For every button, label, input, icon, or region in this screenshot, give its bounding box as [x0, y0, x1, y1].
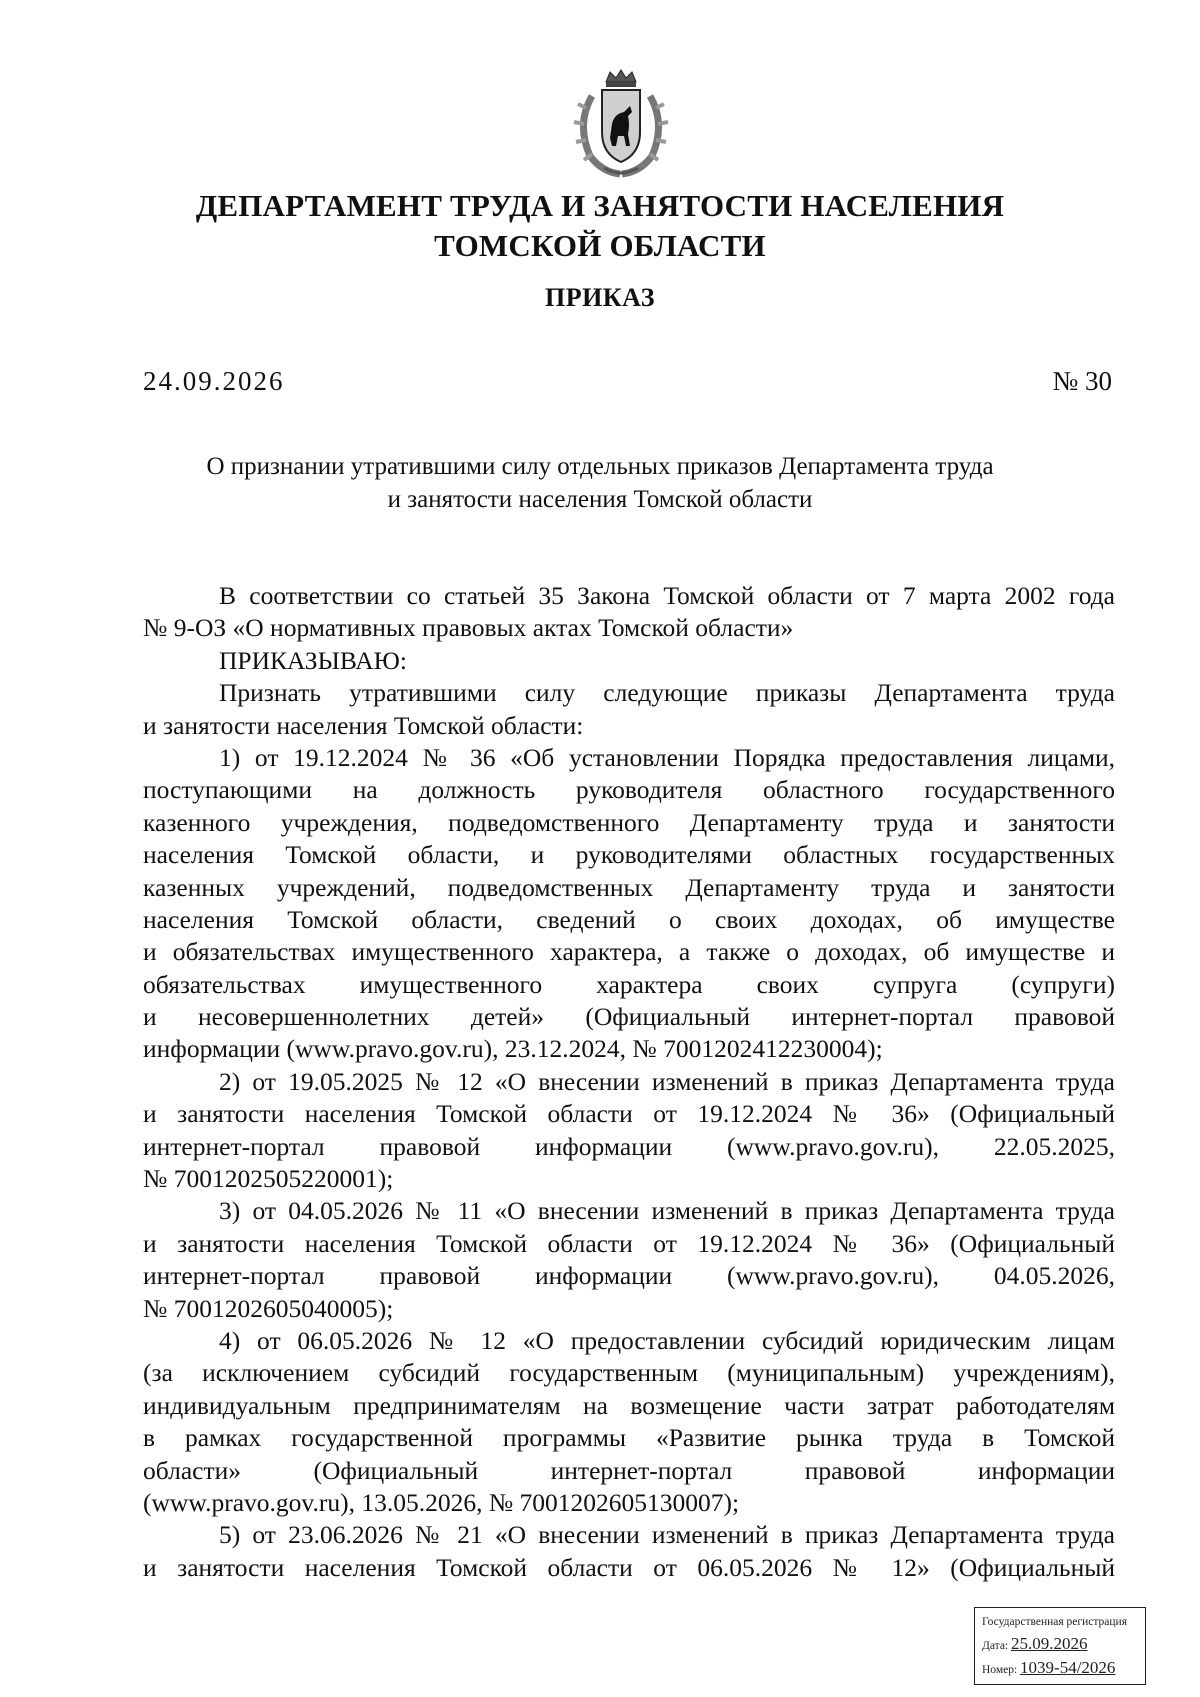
department-name-line2: ТОМСКОЙ ОБЛАСТИ — [434, 228, 766, 263]
body-line: и обязательствах имущественного характера, а также о доходах, об имуществе и — [143, 937, 1115, 967]
body-line: ПРИКАЗЫВАЮ: — [219, 645, 407, 675]
stamp-number-label: Номер: — [982, 1664, 1018, 1676]
body-line: населения Томской области, сведений о своих доходах, об имуществе — [143, 904, 1115, 934]
document-body — [143, 580, 1115, 1584]
document-subject-line1: О признании утратившими силу отдельных приказов Департамента труда — [206, 453, 994, 480]
stamp-title: Государственная регистрация — [982, 1616, 1127, 1628]
body-line: поступающими на должность руководителя областного государственного — [143, 775, 1115, 805]
body-line: 3) от 04.05.2026 № 11 «О внесении изменений в приказ Департамента труда — [219, 1196, 1115, 1226]
body-line: обязательствах имущественного характера своих супруга (супруги) — [143, 969, 1115, 999]
document-subject-line2: и занятости населения Томской области — [387, 486, 813, 513]
body-line: 2) от 19.05.2025 № 12 «О внесении изменений в приказ Департамента труда — [219, 1066, 1115, 1096]
stamp-number-row — [982, 1657, 1138, 1681]
body-line: и занятости населения Томской области от 19.12.2024 № 36» (Официальный — [143, 1099, 1115, 1129]
document-date: 24.09.2026 — [143, 366, 285, 396]
body-line: в рамках государственной программы «Развитие рынка труда в Томской — [143, 1423, 1115, 1453]
department-name-line1: ДЕПАРТАМЕНТ ТРУДА И ЗАНЯТОСТИ НАСЕЛЕНИЯ — [195, 188, 1005, 223]
body-line: (за исключением субсидий государственным (муниципальным) учреждениям), — [143, 1358, 1115, 1388]
body-line: 5) от 23.06.2026 № 21 «О внесении изменений в приказ Департамента труда — [219, 1520, 1115, 1550]
body-line: интернет-портал правовой информации (www.pravo.gov.ru), 22.05.2025, — [143, 1131, 1115, 1161]
body-line: № 9-ОЗ «О нормативных правовых актах Томской области» — [143, 613, 794, 643]
body-line: и занятости населения Томской области: — [143, 710, 584, 740]
body-line: Признать утратившими силу следующие приказы Департамента труда — [219, 678, 1115, 708]
stamp-number-value: 1039-54/2026 — [1020, 1658, 1116, 1677]
document-number: № 30 — [1052, 366, 1112, 396]
body-line: № 7001202605040005); — [143, 1293, 394, 1323]
body-line: и занятости населения Томской области от 19.12.2024 № 36» (Официальный — [143, 1228, 1115, 1258]
body-line: населения Томской области, и руководителями областных государственных — [143, 840, 1115, 870]
stamp-date-value: 25.09.2026 — [1011, 1634, 1088, 1653]
document-type: ПРИКАЗ — [544, 283, 656, 312]
body-line: 1) от 19.12.2024 № 36 «Об установлении Порядка предоставления лицами, — [219, 742, 1115, 772]
body-line: области» (Официальный интернет-портал правовой информации — [143, 1455, 1115, 1485]
registration-stamp — [974, 1607, 1146, 1685]
body-line: казенного учреждения, подведомственного Департаменту труда и занятости — [143, 807, 1115, 837]
body-line: интернет-портал правовой информации (www.pravo.gov.ru), 04.05.2026, — [143, 1261, 1115, 1291]
coat-of-arms-icon — [562, 68, 680, 180]
body-line: информации (www.pravo.gov.ru), 23.12.2024, № 7001202412230004); — [143, 1034, 883, 1064]
body-line: (www.pravo.gov.ru), 13.05.2026, № 7001202605130007); — [143, 1487, 740, 1517]
body-line: 4) от 06.05.2026 № 12 «О предоставлении субсидий юридическим лицам — [219, 1325, 1115, 1355]
body-line: № 7001202505220001); — [143, 1164, 394, 1194]
body-line: и несовершеннолетних детей» (Официальный интернет-портал правовой — [143, 1002, 1115, 1032]
stamp-date-label: Дата: — [982, 1640, 1009, 1652]
body-line: казенных учреждений, подведомственных Департаменту труда и занятости — [143, 872, 1115, 902]
body-line: В соответствии со статьей 35 Закона Томской области от 7 марта 2002 года — [219, 581, 1115, 610]
body-line: индивидуальным предпринимателям на возмещение части затрат работодателям — [143, 1390, 1115, 1420]
stamp-date-row — [982, 1633, 1138, 1657]
body-line: и занятости населения Томской области от 06.05.2026 № 12» (Официальный — [143, 1552, 1115, 1582]
